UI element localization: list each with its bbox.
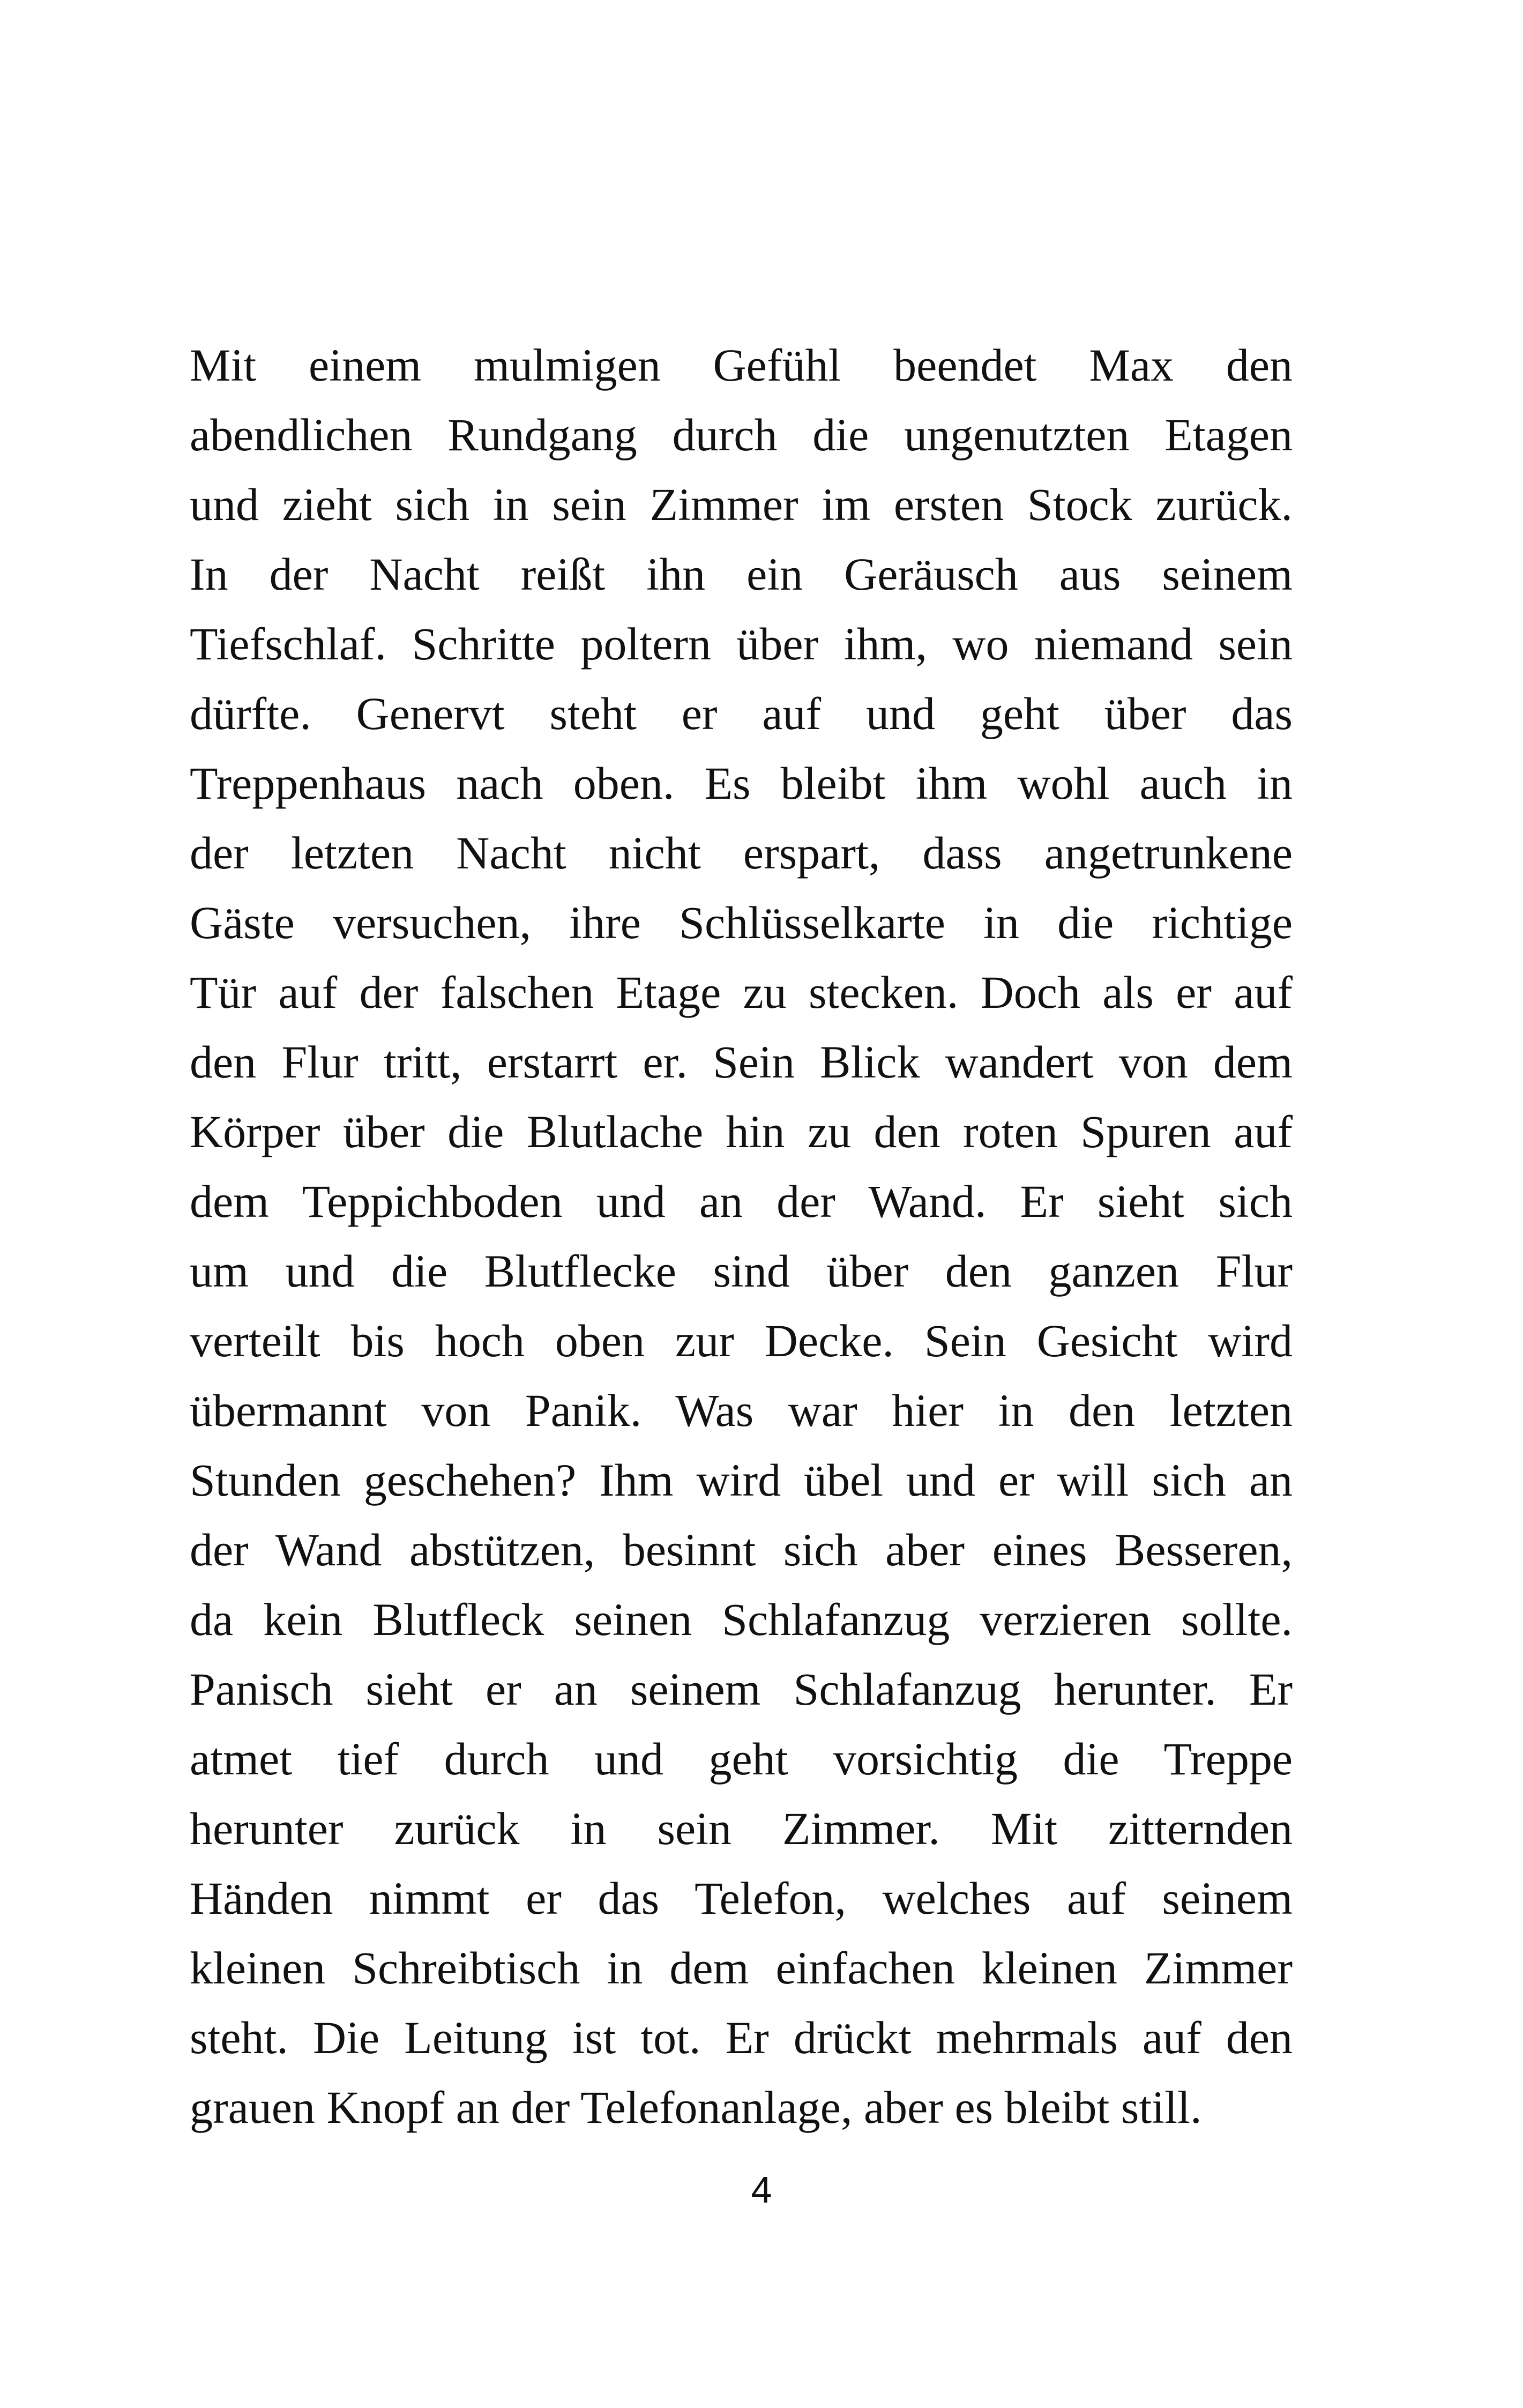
- text-line: grauen Knopf an der Telefonanlage, aber es bleibt still.: [190, 2082, 1202, 2133]
- text-line: da kein Blutfleck seinen Schlafanzug verzieren sollte.: [190, 1594, 1293, 1645]
- text-line: abendlichen Rundgang durch die ungenutzten Etagen: [190, 409, 1293, 460]
- text-line: der letzten Nacht nicht erspart, dass angetrunkene: [190, 827, 1293, 879]
- text-line: Körper über die Blutlache hin zu den roten Spuren auf: [190, 1106, 1293, 1157]
- text-line: Panisch sieht er an seinem Schlafanzug herunter. Er: [190, 1663, 1293, 1715]
- text-line: kleinen Schreibtisch in dem einfachen kleinen Zimmer: [190, 1942, 1293, 1994]
- text-line: dürfte. Genervt steht er auf und geht über das: [190, 688, 1293, 739]
- text-line: atmet tief durch und geht vorsichtig die Treppe: [190, 1733, 1293, 1785]
- text-line: Stunden geschehen? Ihm wird übel und er will sich an: [190, 1454, 1293, 1506]
- text-line: Tiefschlaf. Schritte poltern über ihm, wo niemand sein: [190, 618, 1293, 670]
- text-line: steht. Die Leitung ist tot. Er drückt mehrmals auf den: [190, 2012, 1293, 2063]
- text-line: Händen nimmt er das Telefon, welches auf seinem: [190, 1872, 1293, 1924]
- text-line: Mit einem mulmigen Gefühl beendet Max den: [190, 339, 1293, 391]
- text-line: Treppenhaus nach oben. Es bleibt ihm wohl auch in: [190, 757, 1293, 809]
- text-line: übermannt von Panik. Was war hier in den letzten: [190, 1385, 1293, 1436]
- text-line: dem Teppichboden und an der Wand. Er sieht sich: [190, 1176, 1293, 1227]
- text-line: Gäste versuchen, ihre Schlüsselkarte in die richtige: [190, 897, 1293, 948]
- text-line: der Wand abstützen, besinnt sich aber eines Besseren,: [190, 1524, 1293, 1575]
- text-line: herunter zurück in sein Zimmer. Mit zitternden: [190, 1803, 1293, 1854]
- text-line: Tür auf der falschen Etage zu stecken. Doch als er auf: [190, 967, 1293, 1018]
- body-text: [190, 330, 1293, 2142]
- page-number: 4: [751, 2169, 772, 2211]
- text-line: um und die Blutflecke sind über den ganzen Flur: [190, 1245, 1293, 1297]
- text-line: und zieht sich in sein Zimmer im ersten Stock zurück.: [190, 479, 1293, 530]
- text-line: verteilt bis hoch oben zur Decke. Sein Gesicht wird: [190, 1315, 1293, 1366]
- text-line: den Flur tritt, erstarrt er. Sein Blick wandert von dem: [190, 1036, 1293, 1088]
- text-line: In der Nacht reißt ihn ein Geräusch aus seinem: [190, 548, 1293, 600]
